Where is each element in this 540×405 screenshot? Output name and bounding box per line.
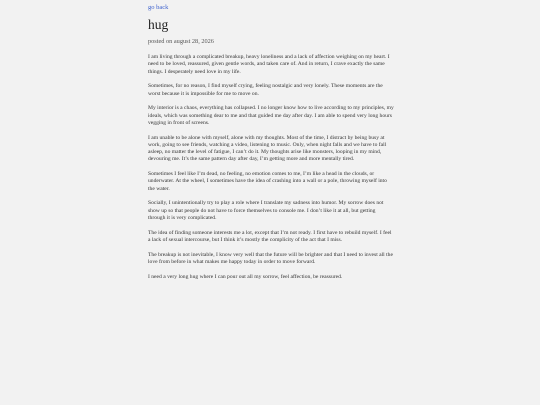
post-date: posted on august 28, 2026 bbox=[148, 38, 214, 45]
go-back-link[interactable]: go back bbox=[148, 4, 169, 11]
post-paragraph: I am living through a complicated breakup, heavy loneliness and a lack of affection weighing on my heart. I need to be loved, reassured, given gentle words, and taken care of. And in return, I crave exactly the same things. I desperately need love in my life. bbox=[148, 54, 390, 75]
post-paragraph: The idea of finding someone interests me a lot, except that I’m not ready. I first have to rebuild myself. I feel a lack of sexual intercourse, but I think it’s mostly the complicity of the act that I miss. bbox=[148, 229, 392, 243]
post-paragraph: The breakup is not inevitable, I know very well that the future will be brighter and that I need to invest all the love from before in what makes me happy today in order to move forward. bbox=[148, 251, 393, 265]
post-body bbox=[148, 54, 394, 281]
post-paragraph: I need a very long hug where I can pour out all my sorrow, feel affection, be reassured. bbox=[148, 273, 343, 280]
post-title: hug bbox=[148, 17, 169, 32]
post-paragraph: I am unable to be alone with myself, alone with my thoughts. Most of the time, I distract by being busy at work, going to see friends, watching a video, listening to music. Only, when night falls and we have to fall asleep, no matter the level of fatigue, I can’t do it. My thoughts arise like monsters, looping in my mind, devouring me. It’s the same pattern day after day, I’m getting more and more mentally tired. bbox=[148, 134, 387, 163]
post-paragraph: My interior is a chaos, everything has collapsed. I no longer know how to live according to my principles, my ideals, which was something dear to me and that guided me day after day. I am able to spend very long hours vegging in front of screens. bbox=[148, 105, 394, 126]
post-paragraph: Sometimes I feel like I’m dead, no feeling, no emotion comes to me, I’m like a head in the clouds, or underwater. At the wheel, I sometimes have the idea of crashing into a wall or a pole, throwing myself into the water. bbox=[148, 171, 387, 192]
post-paragraph: Socially, I unintentionally try to play a role where I translate my sadness into humor. My sorrow does not show up so that people do not have to force themselves to console me. I don’t like it at all, but getting through it is very complicated. bbox=[148, 200, 384, 221]
post-container bbox=[148, 4, 394, 288]
post-paragraph: Sometimes, for no reason, I find myself crying, feeling nostalgic and very lonely. These moments are the worst because it is impossible for me to move on. bbox=[148, 83, 383, 97]
